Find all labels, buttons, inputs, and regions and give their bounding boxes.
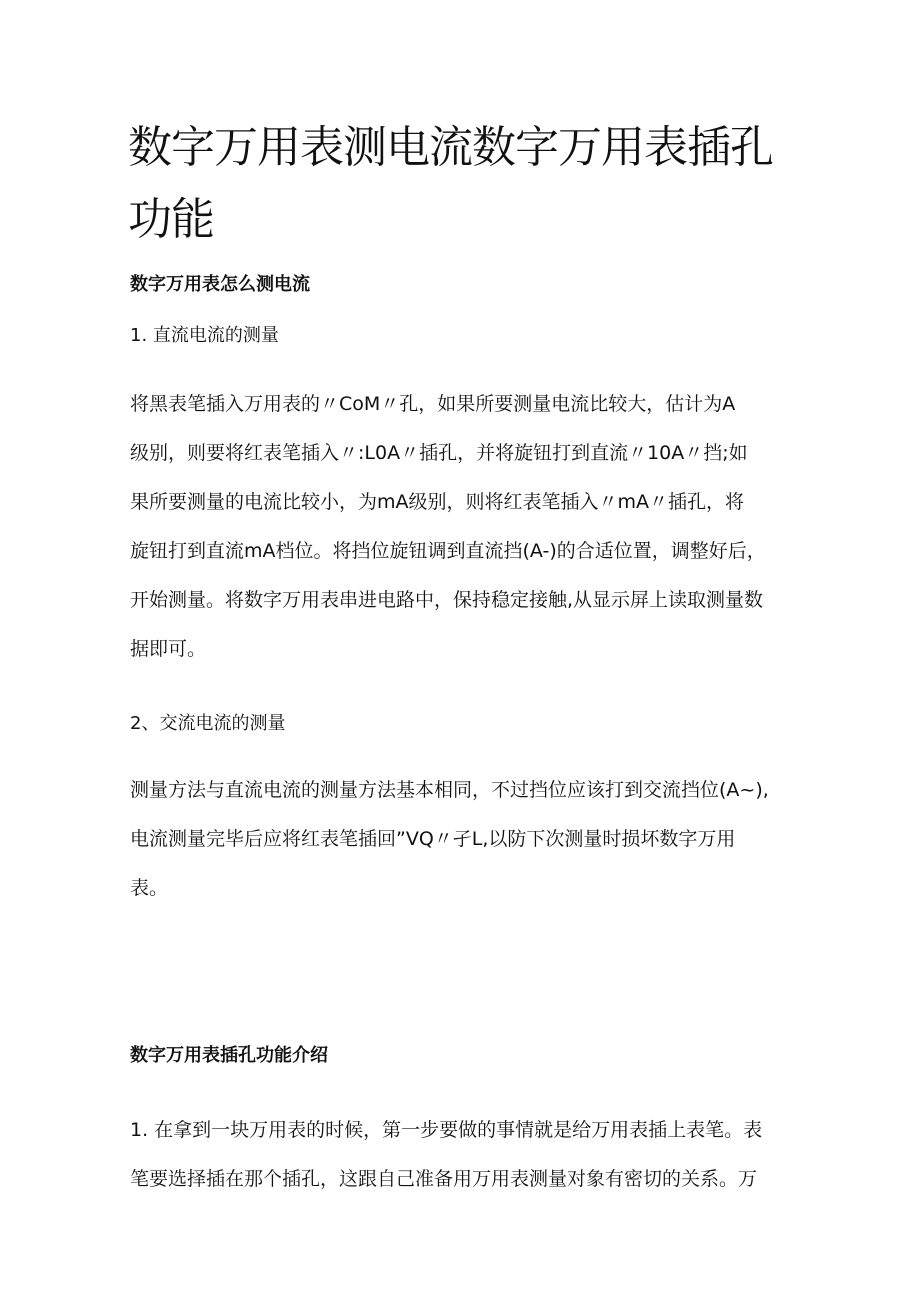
text-line: 果所要测量的电流比较小，为mA级别，则将红表笔插入〃mA〃插孔，将 [130,491,745,513]
subheading-ac-current: 2、交流电流的测量 [130,713,286,734]
text-line: 笔要选择插在那个插孔，这跟自己准备用万用表测量对象有密切的关系。万 [130,1168,758,1190]
text-line: 据即可。 [130,638,207,660]
section-heading-measure-current: 数字万用表怎么测电流 [130,274,310,295]
paragraph-dc-current [130,380,810,674]
section-heading-jack-functions: 数字万用表插孔功能介绍 [130,1045,328,1066]
text-line: 测量方法与直流电流的测量方法基本相同，不过挡位应该打到交流挡位(A~), [130,779,769,801]
paragraph-ac-current [130,766,810,913]
text-line: 级别，则要将红表笔插入〃:L0A〃插孔，并将旋钮打到直流〃10A〃挡;如 [130,442,748,464]
text-line: 1. 在拿到一块万用表的时候，第一步要做的事情就是给万用表插上表笔。表 [130,1119,763,1141]
text-line: 将黑表笔插入万用表的〃CoM〃孔，如果所要测量电流比较大，估计为A [130,393,736,415]
document-title: 数字万用表测电流数字万用表插孔功能 [128,122,773,245]
text-line: 开始测量。将数字万用表串进电路中，保持稳定接触,从显示屏上读取测量数 [130,589,764,611]
text-line: 旋钮打到直流mA档位。将挡位旋钮调到直流挡(A-)的合适位置，调整好后， [130,540,766,562]
paragraph-jack-intro [130,1106,810,1204]
text-line: 表。 [130,877,169,899]
subheading-dc-current: 1. 直流电流的测量 [130,325,279,346]
text-line: 电流测量完毕后应将红表笔插回”VQ〃孑L,以防下次测量时损坏数字万用 [130,828,736,850]
